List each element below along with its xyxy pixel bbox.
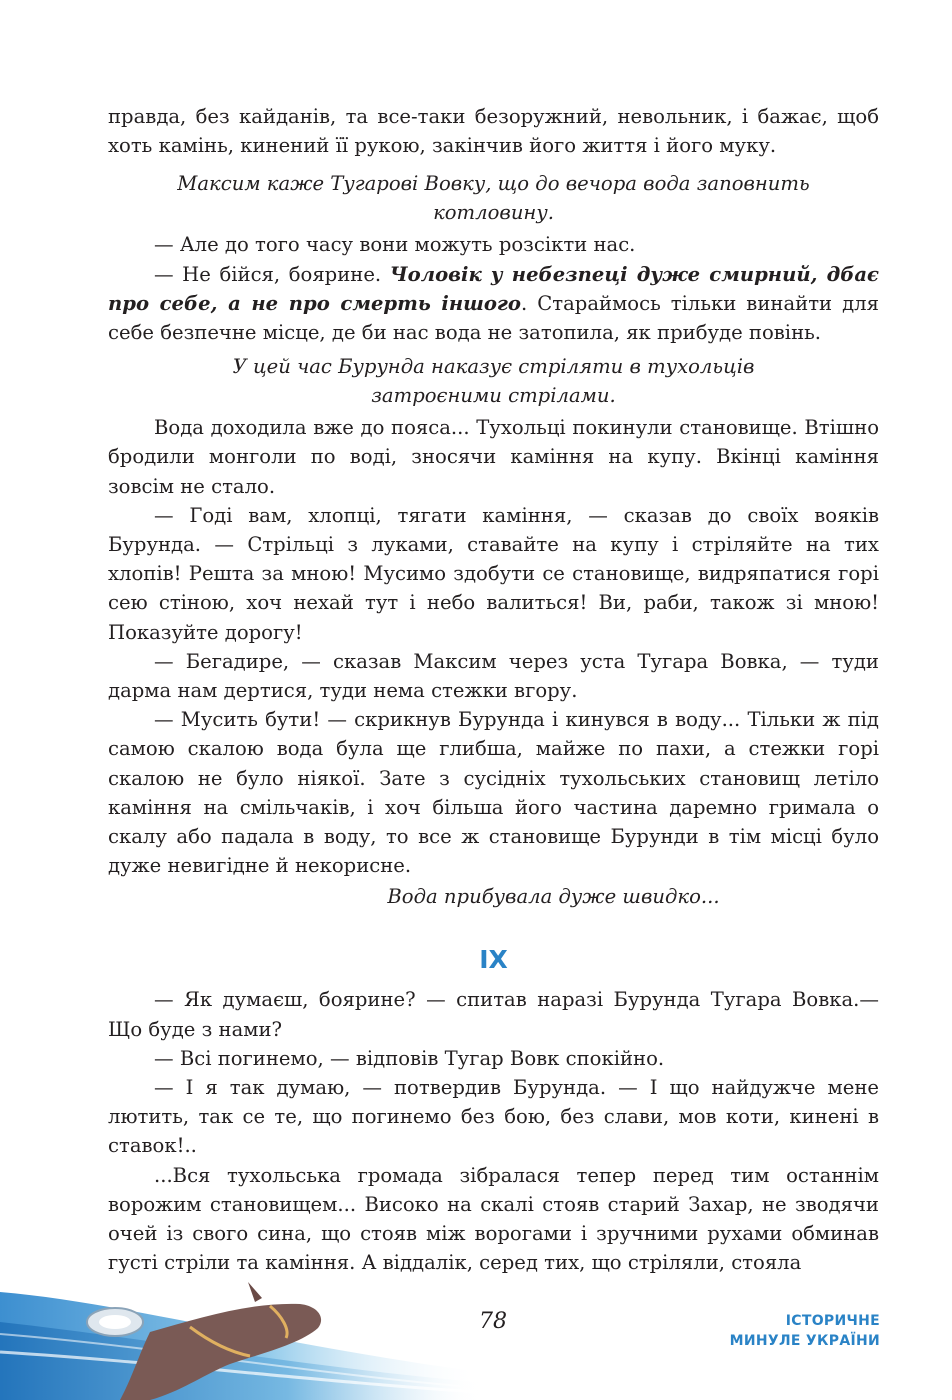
dialogue-line: — Бегадире, — сказав Максим через уста Тугара Вовка, — туди дарма нам дертися, туди нема стежки вгору. (108, 649, 879, 703)
dialogue-line: — Як думаєш, боярине? — спитав наразі Бурунда Тугара Вовка.— Що буде з нами? (108, 988, 879, 1041)
stage-note: Максим каже Тугарові Вовку, що до вечора вода заповнить котловину. (177, 172, 810, 225)
dialogue-line: — Мусить бути! — скрикнув Бурунда і кинувся в воду... Тільки ж під самою скалою вода була ще глибша, майже по пахи, а стежки горі скалою не було ніякої. Зате з сусідніх тухольських становищ летіло каміння на смільчаків, і хоч більша його частина даремно гримала о скалу або падала в воду, то все ж становище Бурунди в тім місці було дуже невигідне й некорисне. (108, 708, 879, 878)
dialogue-text: . Стараймось тільки винайти для себе безпечне місце, де би нас вода не затопила, як прибуде повінь. (108, 291, 879, 345)
dialogue-line: — Годі вам, хлопці, тягати каміння, — сказав до своїх вояків Бурунда. — Стрільці з луками, ставайте на купу і стріляйте на тих хлопів! Решта за мною! Мусимо здобути се становище, видряпатися горі сею стіною, хоч нехай тут і небо валиться! Ви, раби, також зі мною! Показуйте дорогу! (108, 503, 879, 644)
dialogue-line: — І я так думаю, — потвердив Бурунда. — І що найдужче мене лютить, так се те, що погинемо без бою, без слави, мов коти, кинені в ставок!.. (108, 1076, 879, 1158)
chapter-heading: ІХ (479, 945, 508, 975)
horse-illustration (0, 1282, 480, 1400)
stage-note: Вода прибувала дуже швидко... (387, 885, 720, 909)
page-body (108, 102, 879, 1278)
highlighted-quote: Чоловік у небезпеці дуже смирний, дбає про себе, а не про смерть іншого (108, 262, 879, 315)
series-title-line-1: ІСТОРИЧНЕ (785, 1313, 880, 1329)
stage-note: У цей час Бурунда наказує стріляти в тухольців затроєними стрілами. (232, 355, 755, 408)
series-title-line-2: МИНУЛЕ УКРАЇНИ (729, 1333, 880, 1349)
paragraph: Вода доходила вже до пояса... Тухольці покинули становище. Втішно бродили монголи по воді, зносячи каміння на купу. Вкінці каміння зовсім не стало. (108, 416, 879, 498)
dialogue-line: — Всі погинемо, — відповів Тугар Вовк спокійно. (154, 1046, 665, 1070)
paragraph: ...Вся тухольська громада зібралася тепер перед тим останнім ворожим становищем... Високо на скалі стояв старий Захар, не зводячи очей із свого сина, що стояв між ворогами і зручними рухами обминав густі стріли та каміння. А віддалік, серед тих, що стріляли, стояла (108, 1163, 879, 1275)
dialogue-text: — Не бійся, боярине. (154, 262, 390, 286)
page-number: 78 (479, 1309, 507, 1334)
dialogue-line (108, 260, 879, 348)
dialogue-line: — Але до того часу вони можуть розсікти нас. (154, 233, 636, 257)
paragraph: правда, без кайданів, та все-таки безоружний, невольник, і бажає, щоб хоть камінь, кинений її рукою, закінчив його життя і його муку. (108, 105, 879, 158)
